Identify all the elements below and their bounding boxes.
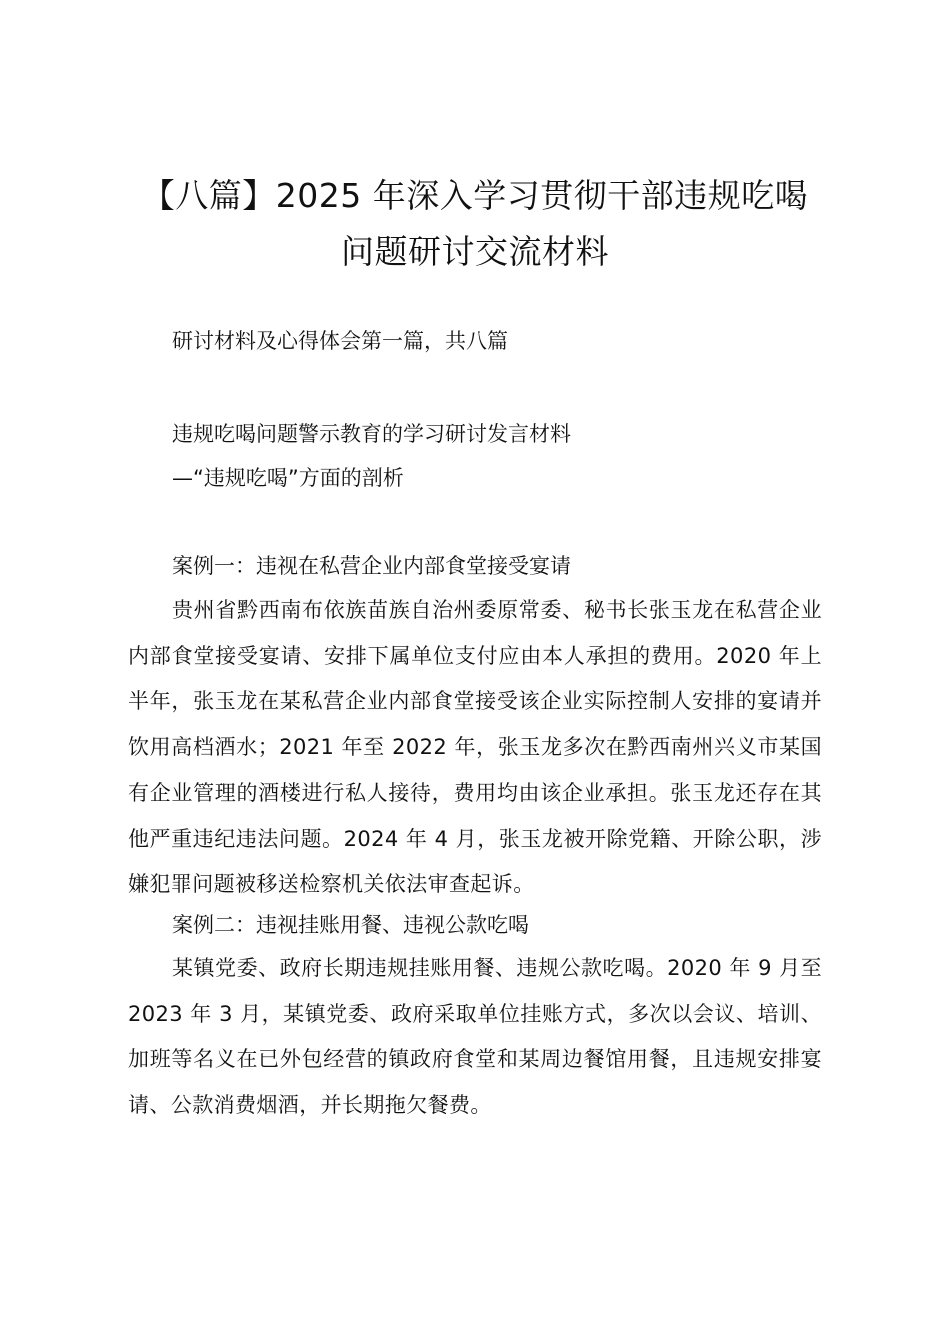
document-title xyxy=(120,168,830,280)
case2-heading: 案例二：违视挂账用餐、违视公款吃喝 xyxy=(172,913,529,937)
case1-body: 贵州省黔西南布依族苗族自治州委原常委、秘书长张玉龙在私营企业内部食堂接受宴请、安排下属单位支付应由本人承担的费用。2020 年上半年，张玉龙在某私营企业内部食堂接受该企业实际控制人安排的宴请并饮用高档酒水；2021 年至 2022 年，张玉龙多次在黔西南州兴义市某国有企业管理的酒楼进行私人接待，费用均由该企业承担。张玉龙还存在其他严重违纪违法问题。2024 年 4 月，张玉龙被开除党籍、开除公职，涉嫌犯罪问题被移送检察机关依法审查起诉。 xyxy=(128,598,822,897)
series-note: 研讨材料及心得体会第一篇，共八篇 xyxy=(172,329,508,353)
case1-heading: 案例一：违视在私营企业内部食堂接受宴请 xyxy=(172,554,571,578)
title-line-2: 问题研讨交流材料 xyxy=(341,232,609,271)
case2-body: 某镇党委、政府长期违规挂账用餐、违规公款吃喝。2020 年 9 月至 2023 年 3 月，某镇党委、政府采取单位挂账方式，多次以会议、培训、加班等名义在已外包经营的镇政府食堂和某周边餐馆用餐，且违规安排宴请、公款消费烟酒，并长期拖欠餐费。 xyxy=(128,956,822,1118)
subtitle-line-2: —“违规吃喝”方面的剖析 xyxy=(172,466,404,490)
subtitle-line-1: 违规吃喝问题警示教育的学习研讨发言材料 xyxy=(172,422,571,446)
title-line-1: 【八篇】2025 年深入学习贯彻干部违规吃喝 xyxy=(141,176,809,215)
